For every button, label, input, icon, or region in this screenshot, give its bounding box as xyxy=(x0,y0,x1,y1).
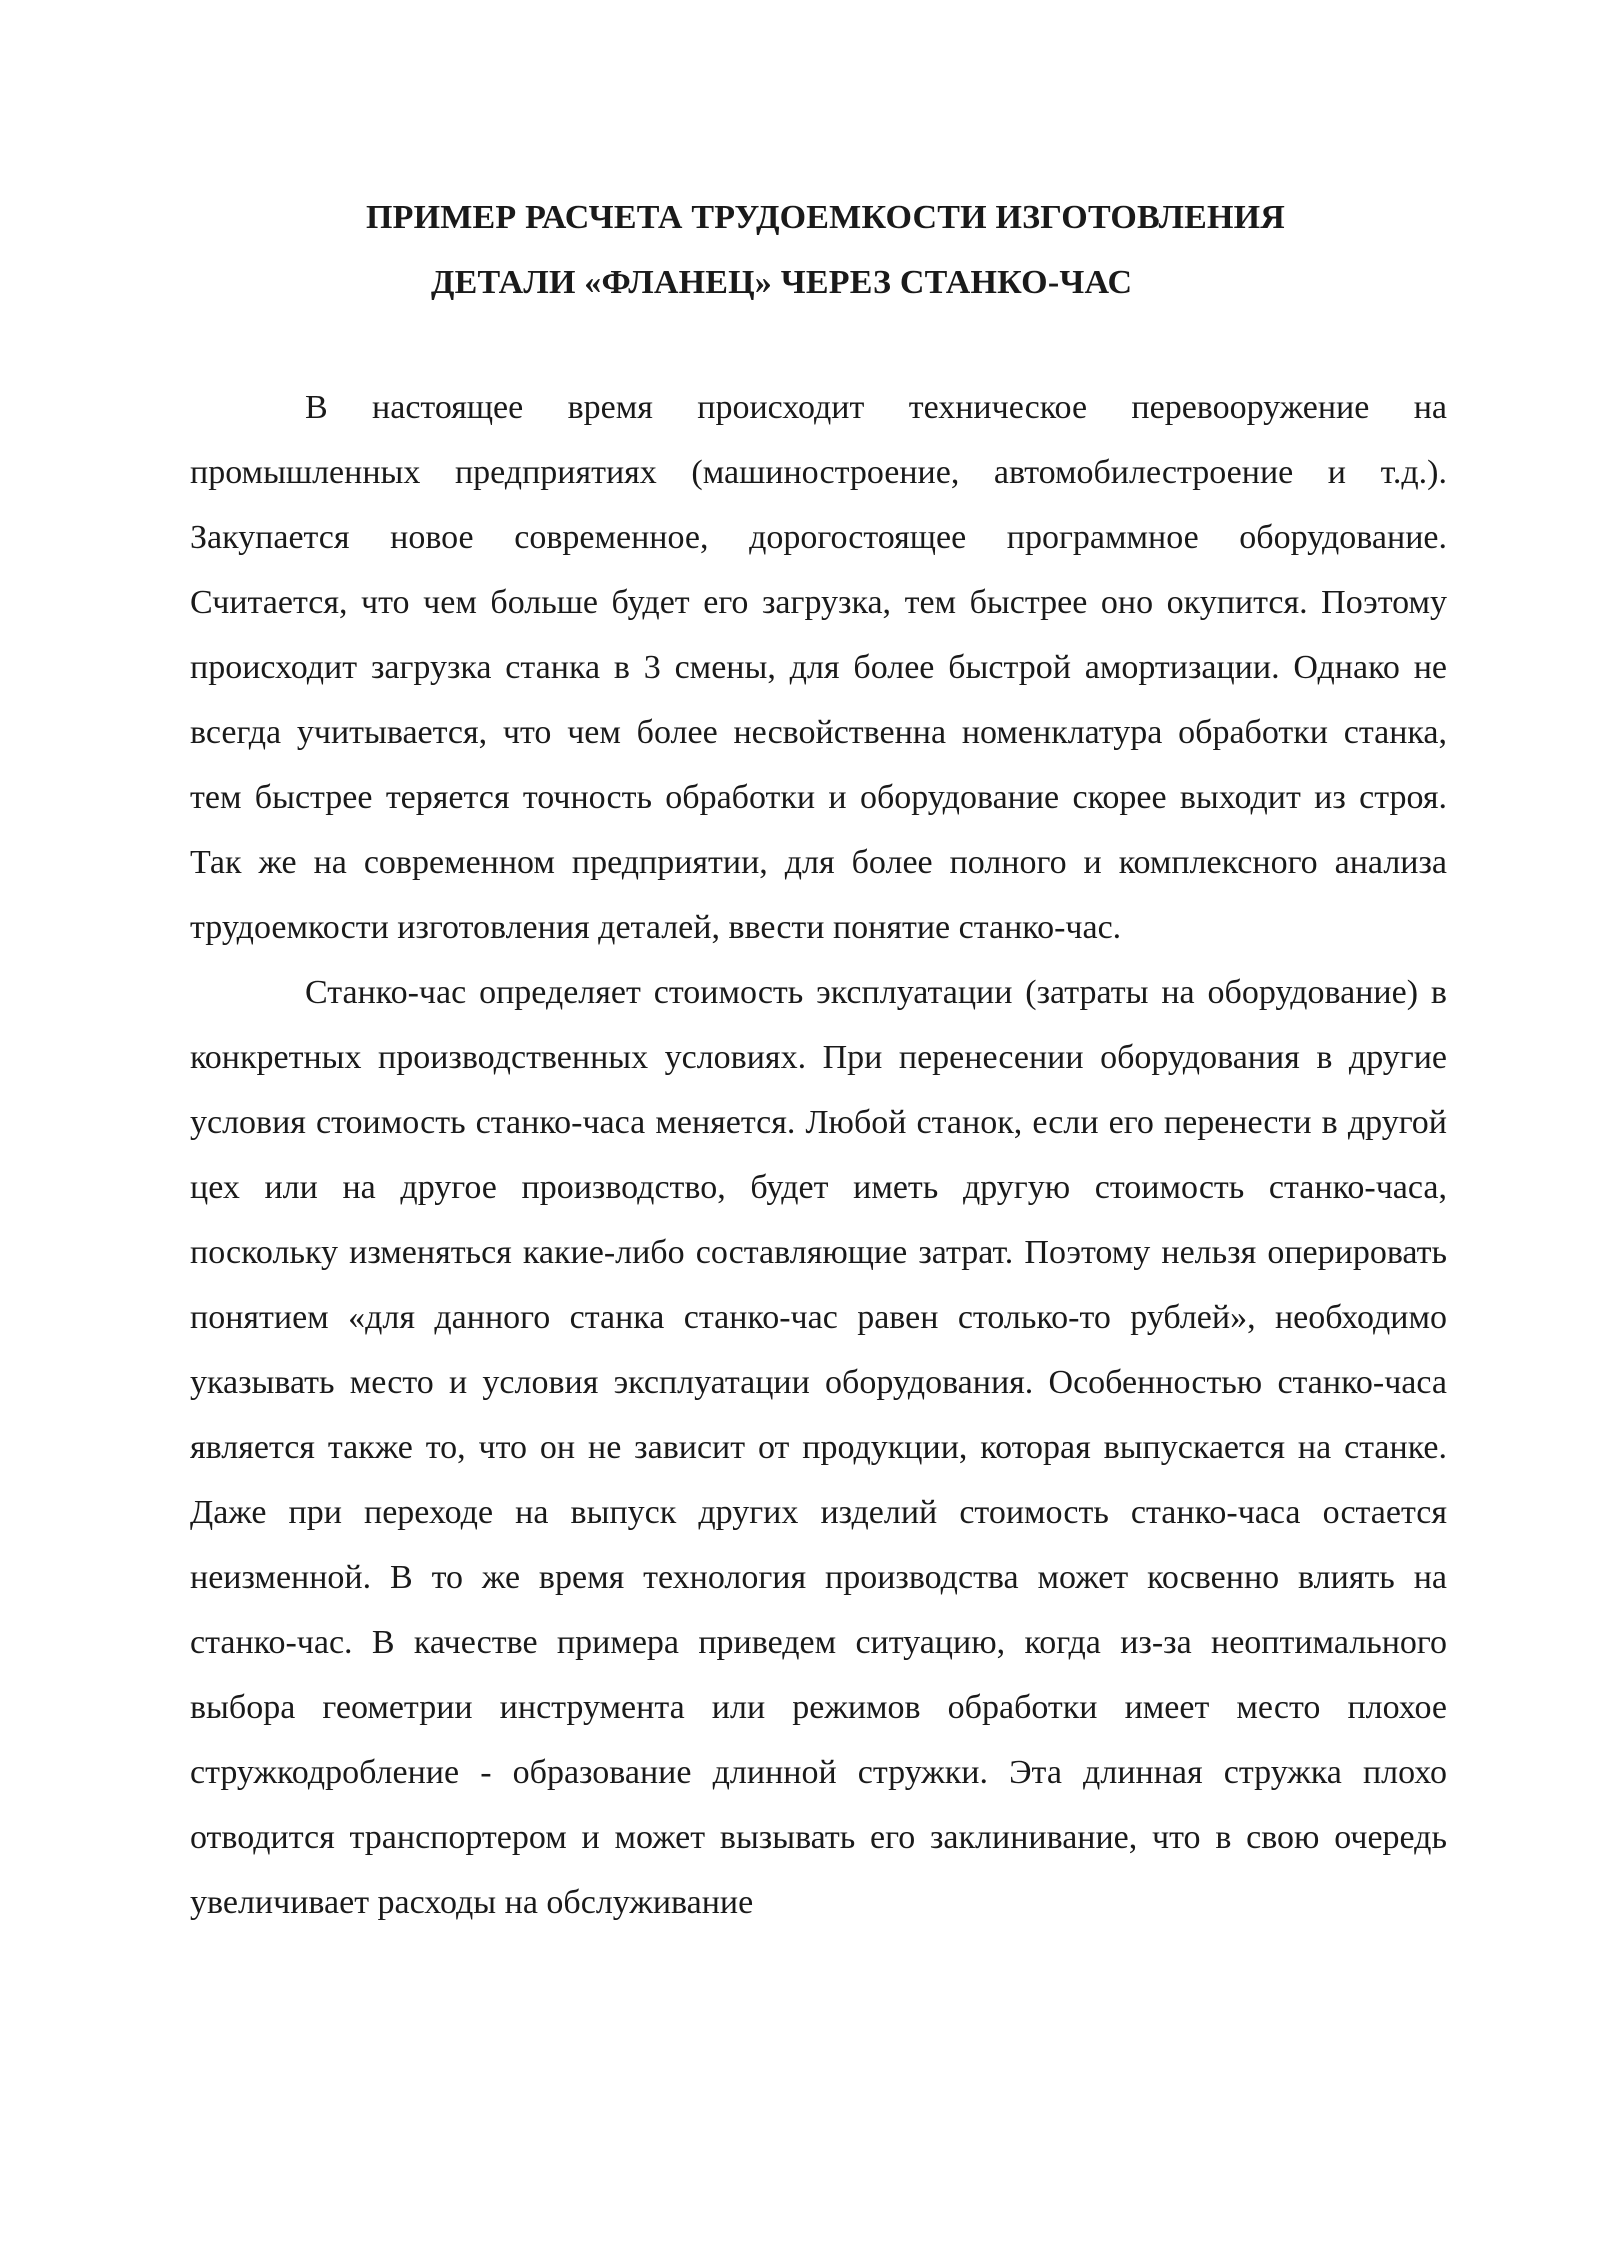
paragraph-2: Станко-час определяет стоимость эксплуатации (затраты на оборудование) в конкретных производственных условиях. При перенесении оборудования в другие условия стоимость станко-часа меняется. Любой станок, если его перенести в другой цех или на другое производство, будет иметь другую стоимость станко-часа, поскольку изменяться какие-либо составляющие затрат. Поэтому нельзя оперировать понятием «для данного станка станко-час равен столько-то рублей», необходимо указывать место и условия эксплуатации оборудования. Особенностью станко-часа является также то, что он не зависит от продукции, которая выпускается на станке. Даже при переходе на выпуск других изделий стоимость станко-часа остается неизменной. В то же время технология производства может косвенно влиять на станко-час. В качестве примера приведем ситуацию, когда из-за неоптимального выбора геометрии инструмента или режимов обработки имеет место плохое стружкодробление - образование длинной стружки. Эта длинная стружка плохо отводится транспортером и может вызывать его заклинивание, что в свою очередь увеличивает расходы на обслуживание xyxy=(190,974,1447,1921)
document-body xyxy=(190,375,1447,1935)
title-line-2: ДЕТАЛИ «ФЛАНЕЦ» ЧЕРЕЗ СТАНКО-ЧАС xyxy=(431,264,1133,301)
document-title xyxy=(0,185,1600,315)
title-line-1: ПРИМЕР РАСЧЕТА ТРУДОЕМКОСТИ ИЗГОТОВЛЕНИЯ xyxy=(366,199,1286,236)
paragraph-1: В настоящее время происходит техническое перевооружение на промышленных предприятиях (машиностроение, автомобилестроение и т.д.). Закупается новое современное, дорогостоящее программное оборудование. Считается, что чем больше будет его загрузка, тем быстрее оно окупится. Поэтому происходит загрузка станка в 3 смены, для более быстрой амортизации. Однако не всегда учитывается, что чем более несвойственна номенклатура обработки станка, тем быстрее теряется точность обработки и оборудование скорее выходит из строя. Так же на современном предприятии, для более полного и комплексного анализа трудоемкости изготовления деталей, ввести понятие станко-час. xyxy=(190,389,1447,946)
